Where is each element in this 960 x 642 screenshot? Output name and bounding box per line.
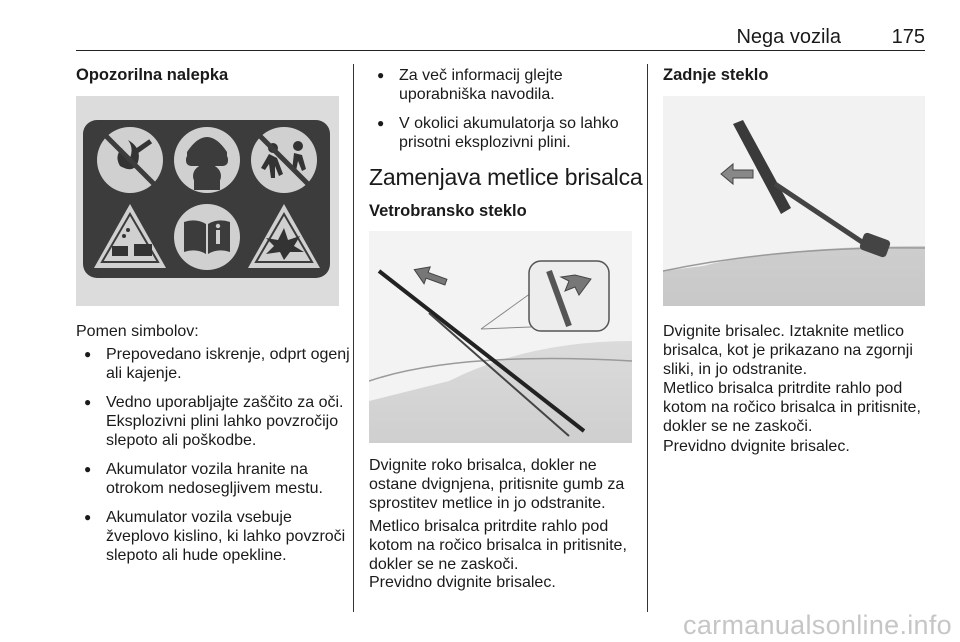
windscreen-wiper-figure: [369, 231, 632, 443]
list-item: ● V okolici akumulatorja so lahko prisotni eksplozivni plini.: [369, 114, 639, 152]
list-item: ● Akumulator vozila hranite na otrokom nedosegljivem mestu.: [76, 460, 351, 498]
paragraph: Previdno dvignite brisalec.: [369, 574, 556, 591]
paragraph: Dvignite roko brisalca, dokler ne ostane dvignjena, pritisnite gumb za sprostitev metlice in jo odstranite.: [369, 457, 625, 512]
symbols-list: [76, 345, 351, 575]
watermark: carmanualsonline.info: [683, 610, 952, 640]
wiper-blade-title: Zamenjava metlice brisalca: [369, 164, 643, 190]
list-item: ● Akumulator vozila vsebuje žveplovo kislino, ki lahko povzroči slepoto ali hude opekline.: [76, 508, 351, 565]
rear-window-heading: Zadnje steklo: [663, 66, 769, 84]
list-item: ● Za več informacij glejte uporabniška navodila.: [369, 66, 639, 104]
warning-label-figure: [76, 96, 339, 306]
column-divider: [353, 64, 354, 612]
page-header: [76, 22, 925, 51]
paragraph: Dvignite brisalec. Iztaknite metlico brisalca, kot je prikazano na zgornji sliki, in jo odstranite.: [663, 323, 913, 378]
paragraph: Metlico brisalca pritrdite rahlo pod kotom na ročico brisalca in pritisnite, dokler se ne zaskoči.: [663, 380, 921, 435]
list-item: ● Vedno uporabljajte zaščito za oči. Eksplozivni plini lahko povzročijo slepoto ali poškodbe.: [76, 393, 351, 450]
rear-wiper-figure: [663, 96, 925, 306]
list-item: ● Prepovedano iskrenje, odprt ogenj ali kajenje.: [76, 345, 351, 383]
page-number: 175: [891, 26, 925, 48]
read-manual-icon: [174, 204, 240, 270]
symbols-intro: Pomen simbolov:: [76, 323, 199, 340]
paragraph: Metlico brisalca pritrdite rahlo pod kotom na ročico brisalca in pritisnite, dokler se ne zaskoči.: [369, 518, 627, 573]
section-title: Nega vozila: [736, 26, 841, 48]
no-sparks-icon: [97, 127, 163, 193]
eye-protection-icon: [174, 127, 240, 193]
info-list: [369, 66, 639, 162]
windscreen-heading: Vetrobransko steklo: [369, 202, 527, 220]
column-divider: [647, 64, 648, 612]
warning-label-heading: Opozorilna nalepka: [76, 66, 229, 84]
keep-children-away-icon: [251, 127, 317, 193]
paragraph: Previdno dvignite brisalec.: [663, 438, 850, 455]
